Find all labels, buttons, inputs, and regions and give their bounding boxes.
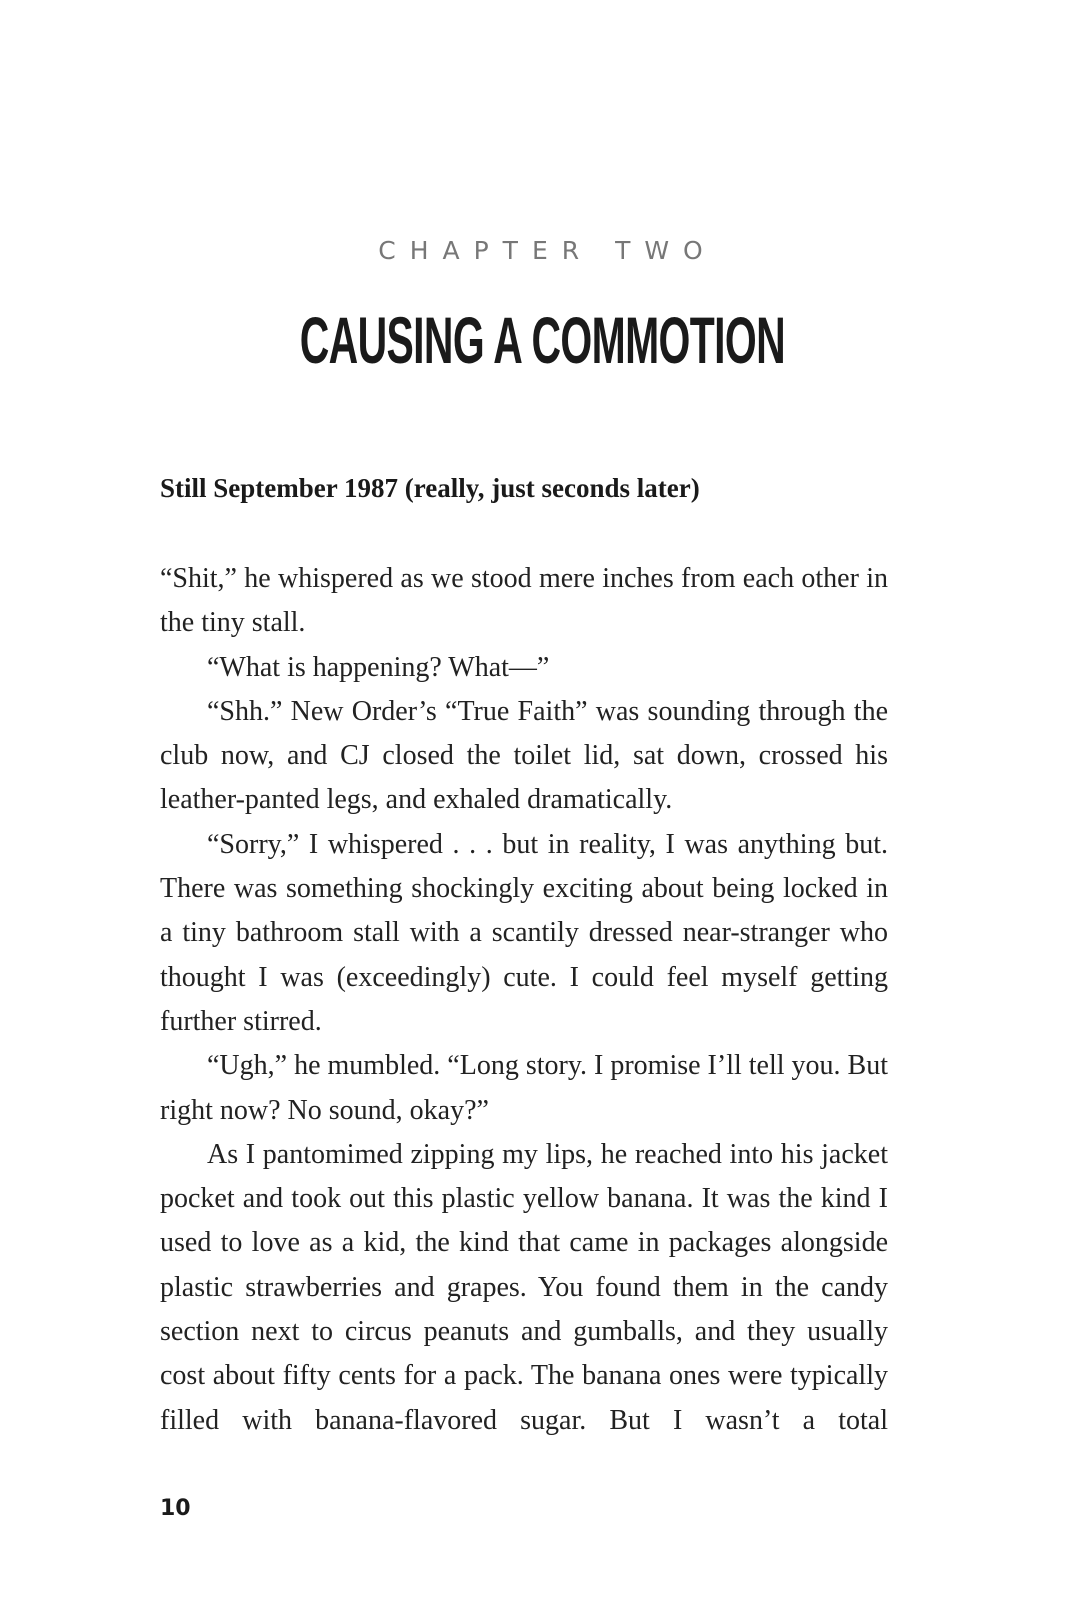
paragraph: “Sorry,” I whispered . . . but in reality, I was anything but. There was something shockingly exciting about being locked in a tiny bathroom stall with a scantily dressed near-stranger who thought I was (exceedingly) cute. I could feel myself getting further stirred. (160, 828, 888, 1037)
paragraph: “Shit,” he whispered as we stood mere inches from each other in the tiny stall. (160, 563, 888, 639)
paragraph: “Ugh,” he mumbled. “Long story. I promise I’ll tell you. But right now? No sound, okay?” (160, 1050, 888, 1126)
body-text (160, 557, 888, 1443)
chapter-title (0, 300, 1067, 380)
chapter-label: CHAPTER TWO (378, 236, 717, 265)
paragraph: As I pantomimed zipping my lips, he reached into his jacket pocket and took out this plastic yellow banana. It was the kind I used to love as a kid, the kind that came in packages alongside plastic strawberries and grapes. You found them in the candy section next to circus peanuts and gumballs, and they usually cost about fifty cents for a pack. The banana ones were typically filled with banana-flavored sugar. But I wasn’t a total (160, 1138, 888, 1436)
paragraph: “Shh.” New Order’s “True Faith” was sounding through the club now, and CJ closed the toilet lid, sat down, crossed his leather-panted legs, and exhaled dramatically. (160, 695, 888, 816)
paragraph: “What is happening? What—” (207, 651, 550, 683)
chapter-title-text: CAUSING A COMMOTION (299, 303, 786, 377)
page-number: 10 (160, 1496, 191, 1521)
section-heading: Still September 1987 (really, just seconds later) (160, 473, 700, 503)
